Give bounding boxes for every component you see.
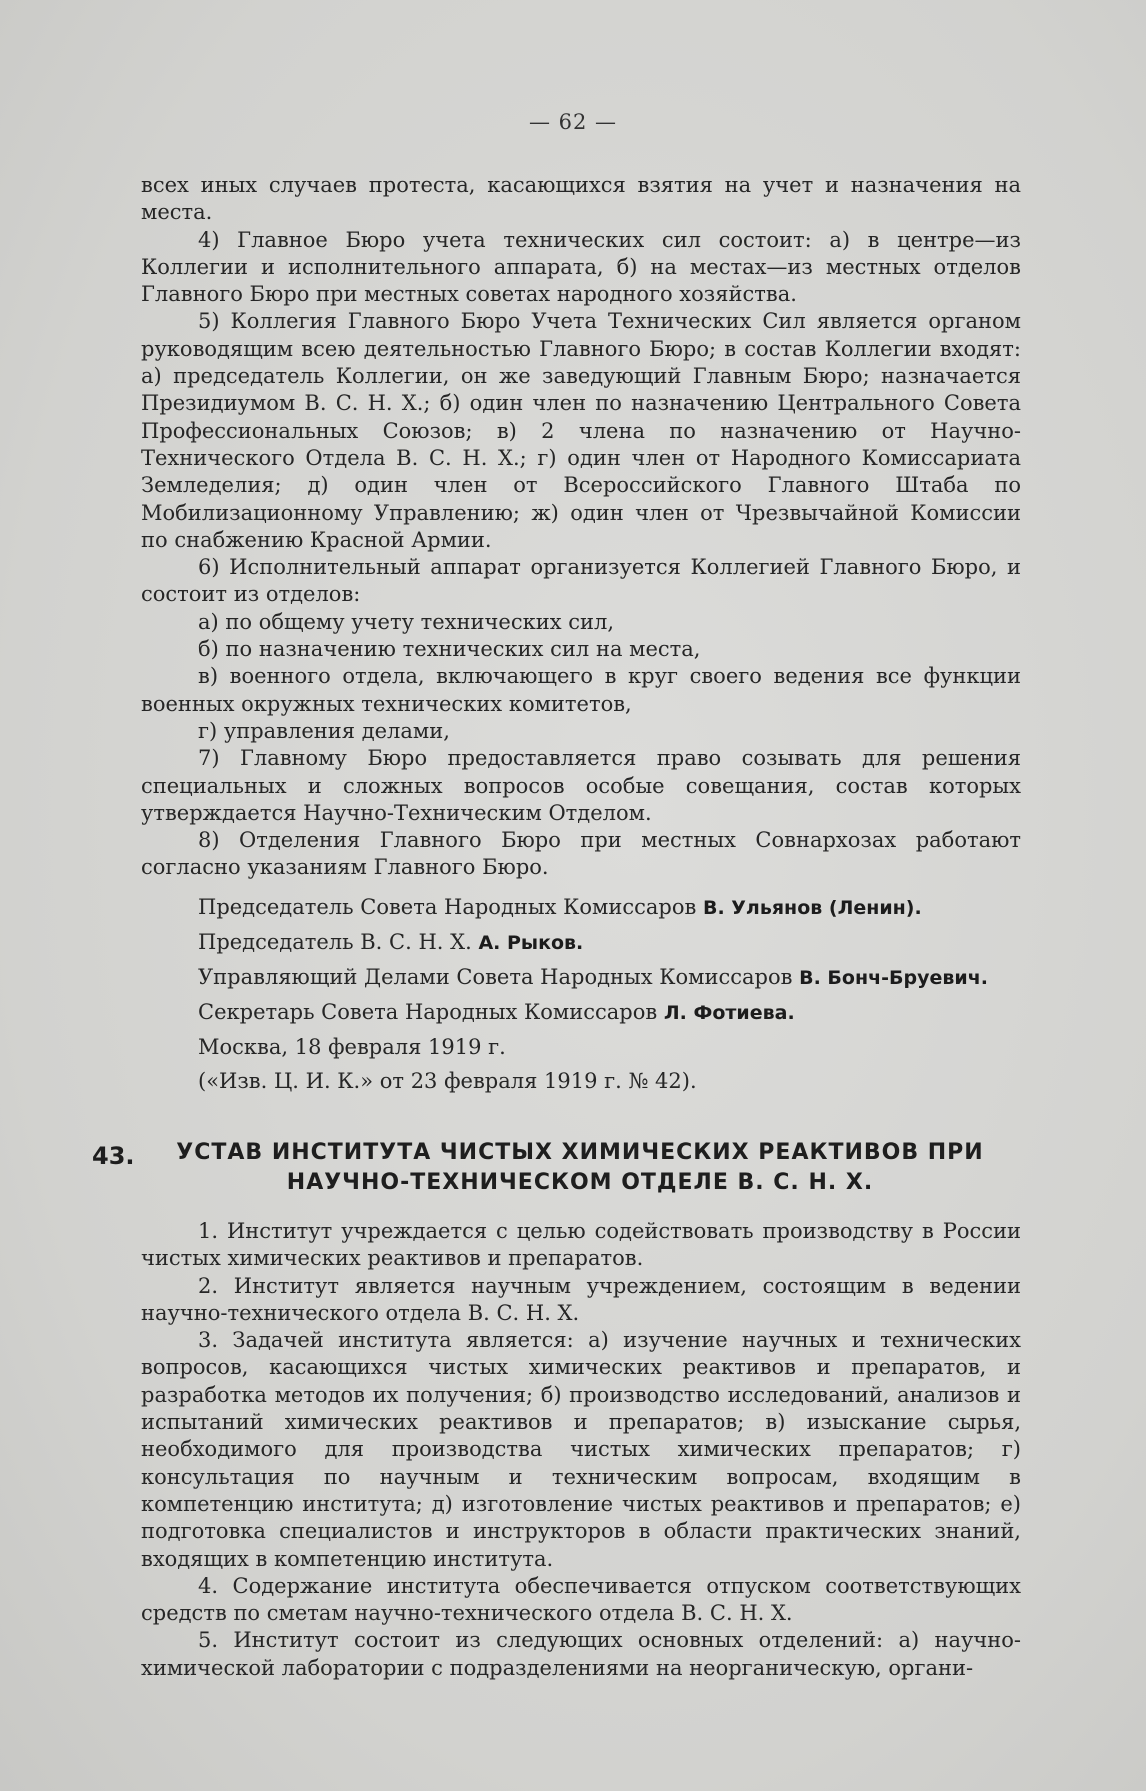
section-title-line: УСТАВ ИНСТИТУТА ЧИСТЫХ ХИМИЧЕСКИХ РЕАКТИВОВ ПРИ: [176, 1140, 984, 1165]
signature-lenin: [141, 890, 1021, 925]
paragraph-6v: в) военного отдела, включающего в круг своего ведения все функции военных окружных технических комитетов,: [141, 664, 1021, 716]
decree-body: [141, 172, 1021, 1098]
signature-role: Председатель В. С. Н. Х.: [198, 929, 472, 954]
paragraph-4: 4) Главное Бюро учета технических сил состоит: а) в центре—из Коллегии и исполнительного аппарата, б) на местах—из местных отделов Главного Бюро при местных советах народного хозяйства.: [141, 227, 1021, 307]
paragraph-8: 8) Отделения Главного Бюро при местных Совнархозах работают согласно указаниям Главного Бюро.: [141, 828, 1021, 880]
section-title-line: НАУЧНО-ТЕХНИЧЕСКОМ ОТДЕЛЕ В. С. Н. Х.: [286, 1170, 874, 1195]
signature-name: В. Бонч-Бруевич.: [799, 966, 988, 989]
paragraph-6a: а) по общему учету технических сил,: [198, 609, 614, 634]
paragraph-5: 5) Коллегия Главного Бюро Учета Технических Сил является органом руководящим всею деятельностью Главного Бюро; в состав Коллегии входят: а) председатель Коллегии, он же заведующий Главным Бюро; назначается Президиумом В. С. Н. Х.; б) один член по назначению Центрального Совета Профессиональных Союзов; в) 2 члена по назначению от Научно-Технического Отдела В. С. Н. Х.; г) один член от Народного Комиссариата Земледелия; д) один член от Всероссийского Главного Штаба по Мобилизационному Управлению; ж) один член от Чрезвычайной Комиссии по снабжению Красной Армии.: [141, 309, 1021, 552]
signature-role: Управляющий Делами Совета Народных Комиссаров: [198, 964, 793, 989]
page-number: — 62 —: [528, 110, 618, 134]
section-title: [150, 1138, 1010, 1198]
signature-role: Секретарь Совета Народных Комиссаров: [198, 999, 658, 1024]
signature-rykov: [141, 925, 1021, 960]
signature-bonch-bruevich: [141, 960, 1021, 995]
paragraph-6b: б) по назначению технических сил на места,: [198, 637, 701, 662]
statute-paragraph-3: 3. Задачей института является: а) изучение научных и технических вопросов, касающихся чистых химических реактивов и препаратов, и разработка методов их получения; б) производство исследований, анализов и испытаний химических реактивов и препаратов; в) изыскание сырья, необходимого для производства чистых химических препаратов; г) консультация по научным и техническим вопросам, входящим в компетенцию института; д) изготовление чистых реактивов и препаратов; е) подготовка специалистов и инструкторов в области практических знаний, входящих в компетенцию института.: [141, 1328, 1021, 1571]
place-date: Москва, 18 февраля 1919 г.: [198, 1034, 506, 1059]
statute-paragraph-4: 4. Содержание института обеспечивается отпуском соответствующих средств по сметам научно-технического отдела В. С. Н. Х.: [141, 1573, 1021, 1626]
signature-fotieva: [141, 995, 1021, 1030]
signature-name: В. Ульянов (Ленин).: [702, 896, 922, 919]
section-number: 43.: [92, 1142, 135, 1170]
signature-role: Председатель Совета Народных Комиссаров: [198, 894, 697, 919]
paragraph-7: 7) Главному Бюро предоставляется право созывать для решения специальных и сложных вопросов особые совещания, состав которых утверждается Научно-Техническим Отделом.: [141, 746, 1021, 825]
paragraph-continuation: всех иных случаев протеста, касающихся взятия на учет и назначения на места.: [141, 173, 1021, 225]
paragraph-6: 6) Исполнительный аппарат организуется Коллегией Главного Бюро, и состоит из отделов:: [141, 555, 1021, 607]
statute-body: [141, 1218, 1021, 1682]
statute-paragraph-1: 1. Институт учреждается с целью содействовать производству в России чистых химических реактивов и препаратов.: [141, 1219, 1021, 1271]
source-citation: («Изв. Ц. И. К.» от 23 февраля 1919 г. № 42).: [198, 1068, 697, 1093]
statute-paragraph-2: 2. Институт является научным учреждением, состоящим в ведении научно-технического отдела В. С. Н. Х.: [141, 1273, 1021, 1325]
paragraph-6g: г) управления делами,: [198, 718, 450, 743]
signature-name: Л. Фотиева.: [663, 1001, 795, 1024]
statute-paragraph-5: 5. Институт состоит из следующих основных отделений: а) научно-химической лаборатории с подразделениями на неорганическую, органи-: [141, 1628, 1021, 1680]
signature-name: А. Рыков.: [478, 931, 584, 954]
